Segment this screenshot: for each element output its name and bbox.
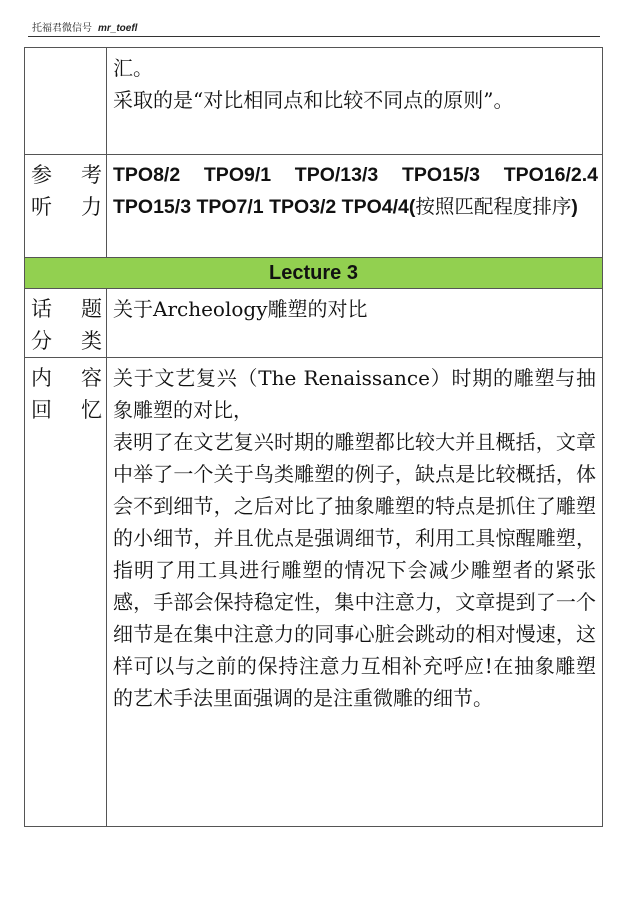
topic-value: 关于Archeology雕塑的对比 — [113, 297, 368, 321]
topic-row — [25, 289, 603, 358]
recall-paragraph-1: 关于文艺复兴（The Renaissance）时期的雕塑与抽象雕塑的对比， — [113, 366, 596, 422]
reference-label-line-2: 听力 — [31, 195, 102, 219]
header-brand: 托福君微信号 — [32, 23, 92, 34]
reference-label-cell — [25, 155, 107, 258]
tpo-list-items: TPO8/2 TPO9/1 TPO/13/3 TPO15/3 TPO16/2.4 TPO15/3 TPO7/1 TPO3/2 TPO4/4( — [113, 164, 598, 218]
recall-row — [25, 358, 603, 827]
lecture-title: Lecture 3 — [25, 258, 603, 289]
recall-label-cell — [25, 358, 107, 827]
reference-row — [25, 155, 603, 258]
tpo-ordering-note: 按照匹配程度排序 — [415, 195, 572, 218]
continuation-label-cell — [25, 48, 107, 155]
lecture-notes-table — [24, 47, 603, 827]
continuation-content-cell — [107, 48, 603, 155]
tpo-close-paren: ) — [571, 196, 578, 218]
continuation-line-1: 汇。 — [113, 56, 153, 80]
lecture-band-row — [25, 258, 603, 289]
topic-label-line-1: 话 题 — [31, 297, 102, 321]
reference-content-cell — [107, 155, 603, 258]
topic-label-line-2: 分类 — [31, 329, 102, 353]
recall-label-line-2: 回忆 — [31, 398, 102, 422]
header-text — [32, 19, 137, 34]
recall-content-cell — [107, 358, 603, 827]
topic-content-cell — [107, 289, 603, 358]
topic-label-cell — [25, 289, 107, 358]
reference-label-line-1: 参 考 — [31, 163, 102, 187]
continuation-line-2: 采取的是“对比相同点和比较不同点的原则”。 — [113, 88, 514, 112]
header-handle: mr_toefl — [98, 23, 138, 34]
page-header — [28, 16, 600, 37]
continuation-row — [25, 48, 603, 155]
recall-label-line-1: 内 容 — [31, 366, 102, 390]
tpo-list — [107, 155, 602, 223]
recall-paragraph-2: 表明了在文艺复兴时期的雕塑都比较大并且概括，文章中举了一个关于鸟类雕塑的例子，缺点是比较概括，体会不到细节，之后对比了抽象雕塑的特点是抓住了雕塑的小细节，并且优点是强调细节，利用工具惊醒雕塑，指明了用工具进行雕塑的情况下会减少雕塑者的紧张感，手部会保持稳定性，集中注意力，文章提到了一个细节是在集中注意力的同事心脏会跳动的相对慢速，这样可以与之前的保持注意力互相补充呼应!在抽象雕塑的艺术手法里面强调的是注重微雕的细节。 — [113, 430, 596, 710]
